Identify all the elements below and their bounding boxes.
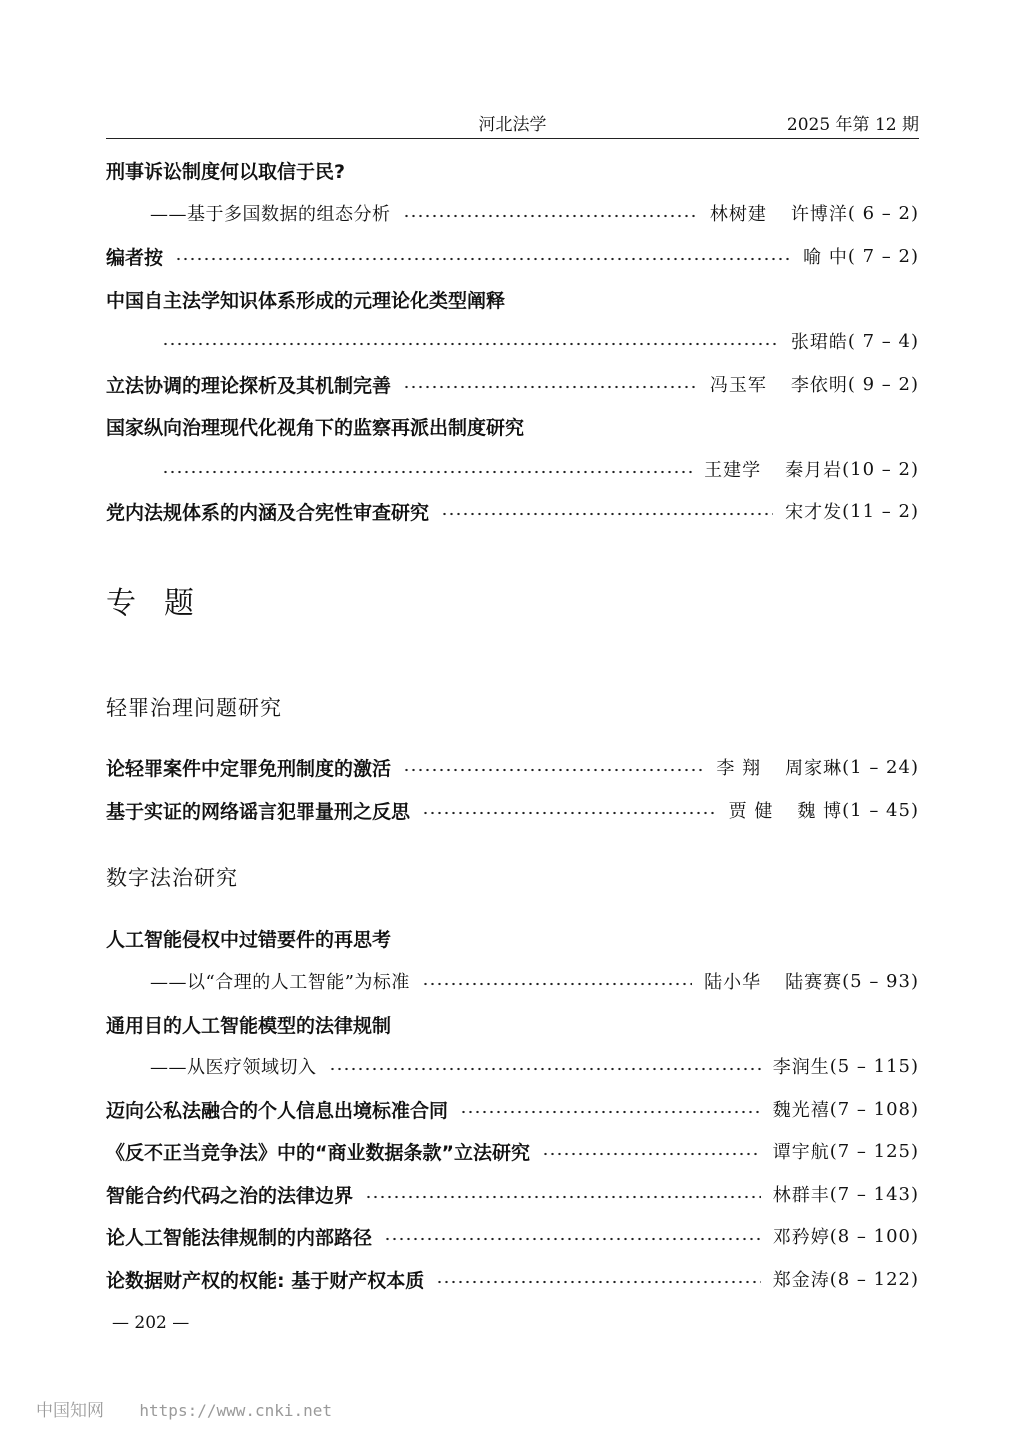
entry-author: 喻 中 xyxy=(803,247,848,268)
dot-leader xyxy=(365,1195,761,1199)
entry-title: 迈向公私法融合的个人信息出境标准合同 xyxy=(106,1099,449,1122)
toc-entry xyxy=(106,1223,919,1249)
dot-leader xyxy=(422,811,717,815)
dot-leader xyxy=(384,1237,761,1241)
toc-entry xyxy=(150,968,919,994)
entry-page: (8 – 122) xyxy=(829,1268,919,1290)
page-number: — 202 — xyxy=(112,1313,190,1333)
entry-author: 郑金涛 xyxy=(772,1270,830,1291)
dot-leader xyxy=(403,768,704,772)
entry-author: 冯玉军 xyxy=(709,375,767,396)
toc-entry xyxy=(106,797,919,823)
entry-author: 陆赛赛 xyxy=(785,972,843,993)
running-header xyxy=(106,110,919,139)
journal-name: 河北法学 xyxy=(478,115,547,135)
issue-label: 2025 年第 12 期 xyxy=(786,115,919,135)
entry-title: 立法协调的理论探析及其机制完善 xyxy=(106,374,392,397)
entry-page: (7 – 108) xyxy=(829,1098,919,1120)
entry-author: 王建学 xyxy=(704,460,762,481)
entry-subtitle: ——基于多国数据的组态分析 xyxy=(150,204,391,225)
sub-section-title: 数字法治研究 xyxy=(106,866,238,890)
entry-subtitle: ——从医疗领域切入 xyxy=(150,1057,317,1078)
entry-title: 论数据财产权的权能: 基于财产权本质 xyxy=(106,1269,425,1292)
entry-page: (1 – 45) xyxy=(842,799,919,821)
entry-title: 智能合约代码之治的法律边界 xyxy=(106,1184,354,1207)
entry-title: 人工智能侵权中过错要件的再思考 xyxy=(106,928,392,951)
dot-leader xyxy=(403,385,698,389)
dot-leader xyxy=(329,1067,761,1071)
dot-leader xyxy=(542,1152,761,1156)
entry-title: 国家纵向治理现代化视角下的监察再派出制度研究 xyxy=(106,416,525,439)
toc-entry xyxy=(106,1096,919,1122)
dot-leader xyxy=(175,257,791,261)
entry-page: ( 6 – 2) xyxy=(847,202,919,224)
toc-entry xyxy=(106,243,919,269)
toc-entry xyxy=(162,328,919,354)
entry-title: 《反不正当竞争法》中的“商业数据条款”立法研究 xyxy=(106,1141,530,1164)
entry-author: 林群丰 xyxy=(772,1185,830,1206)
entry-author: 李润生 xyxy=(772,1057,830,1078)
entry-title: 刑事诉讼制度何以取信于民? xyxy=(106,160,346,183)
entry-page: ( 7 – 4) xyxy=(847,330,919,352)
toc-entry xyxy=(150,1053,919,1079)
dot-leader xyxy=(403,214,698,218)
entry-page: (11 – 2) xyxy=(842,500,919,522)
entry-author: 张珺皓 xyxy=(790,332,848,353)
entry-author: 周家琳 xyxy=(785,758,843,779)
entry-title: 中国自主法学知识体系形成的元理论化类型阐释 xyxy=(106,289,506,312)
entry-author: 陆小华 xyxy=(704,972,762,993)
toc-entry xyxy=(150,200,919,226)
toc-entry xyxy=(106,925,919,951)
dot-leader xyxy=(460,1110,761,1114)
entry-author: 李 翔 xyxy=(716,758,762,779)
entry-author: 宋才发 xyxy=(785,502,843,523)
toc-entry xyxy=(106,157,919,183)
toc-entry xyxy=(162,456,919,482)
section-title: 专题 xyxy=(106,586,222,621)
entry-author: 许博洋 xyxy=(790,204,848,225)
toc-entry xyxy=(106,1266,919,1292)
sub-section-title: 轻罪治理问题研究 xyxy=(106,696,282,720)
entry-title: 论人工智能法律规制的内部路径 xyxy=(106,1226,373,1249)
dot-leader xyxy=(162,342,779,346)
entry-page: (8 – 100) xyxy=(829,1225,919,1247)
entry-title: 编者按 xyxy=(106,246,164,269)
cnki-footer xyxy=(36,1396,332,1421)
entry-page: ( 9 – 2) xyxy=(847,373,919,395)
entry-title: 党内法规体系的内涵及合宪性审查研究 xyxy=(106,501,430,524)
toc-entry xyxy=(106,498,919,524)
entry-author: 贾 健 xyxy=(728,801,774,822)
entry-page: (5 – 115) xyxy=(829,1055,919,1077)
entry-title: 基于实证的网络谣言犯罪量刑之反思 xyxy=(106,800,411,823)
toc-entry xyxy=(106,286,919,312)
cnki-url[interactable]: https://www.cnki.net xyxy=(139,1401,333,1420)
toc-entry xyxy=(106,1011,919,1037)
toc-entry xyxy=(106,413,919,439)
toc-entry xyxy=(106,1138,919,1164)
entry-subtitle: ——以“合理的人工智能”为标准 xyxy=(150,972,410,993)
entry-page: (10 – 2) xyxy=(842,458,919,480)
entry-author: 李依明 xyxy=(790,375,848,396)
toc-entry xyxy=(106,754,919,780)
entry-page: (7 – 143) xyxy=(829,1183,919,1205)
entry-title: 论轻罪案件中定罪免刑制度的激活 xyxy=(106,757,392,780)
dot-leader xyxy=(441,512,773,516)
toc-entry xyxy=(106,1181,919,1207)
entry-page: (7 – 125) xyxy=(829,1140,919,1162)
entry-page: ( 7 – 2) xyxy=(847,245,919,267)
entry-author: 魏光禧 xyxy=(772,1100,830,1121)
entry-author: 魏 博 xyxy=(797,801,843,822)
cnki-watermark: 中国知网 xyxy=(36,1401,104,1421)
entry-author: 谭宇航 xyxy=(772,1142,830,1163)
entry-title: 通用目的人工智能模型的法律规制 xyxy=(106,1014,392,1037)
entry-author: 邓矜婷 xyxy=(772,1227,830,1248)
entry-page: (5 – 93) xyxy=(842,970,919,992)
entry-author: 林树建 xyxy=(709,204,767,225)
dot-leader xyxy=(162,470,692,474)
entry-author: 秦月岩 xyxy=(785,460,843,481)
dot-leader xyxy=(422,982,692,986)
entry-page: (1 – 24) xyxy=(842,756,919,778)
toc-entry xyxy=(106,371,919,397)
dot-leader xyxy=(436,1280,760,1284)
